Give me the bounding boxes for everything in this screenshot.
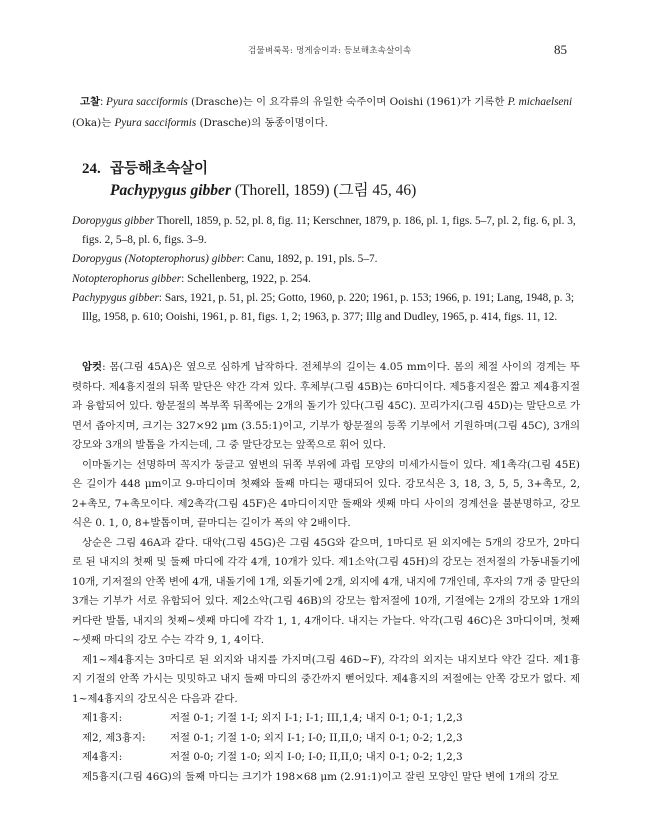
formula-label: 제1흉지: <box>82 712 123 724</box>
synonym-name: P. michaelseni <box>507 96 573 108</box>
synonymy-list <box>72 212 580 327</box>
description-paragraph: 제5흉지(그림 46G)의 둘째 마디는 크기가 198×68 μm (2.91:1)이고 잘린 모양인 말단 변에 1개의 강모 <box>82 770 559 783</box>
setation-formula-row <box>72 748 580 768</box>
description-paragraph: 암컷: 몸(그림 45A)은 옆으로 심하게 납작하다. 전체부의 길이는 4.05 mm이다. 몸의 체절 사이의 경계는 뚜렷하다. 제4흉지절의 뒤쪽 말단은 약간 각져 있다. 후체부(그림 45B)는 6마디이다. 제5흉지절은 짧고 제4흉지절과 융합되어 있다. 항문절의 복부쪽 뒤쪽에는 2개의 돌기가 있다(그림 45C). 꼬리가지(그림 45D)는 말단으로 가면서 좁아지며, 크기는 327×92 μm (3.55:1)이고, 기부가 항문절의 등쪽 기부에서 기원하며(그림 45C), 3개의 강모와 3개의 발톱을 가지는데, 그 중 말단강모는 앞쪽으로 휘어 있다. <box>72 361 580 451</box>
description-paragraph: 이마돌기는 선명하며 꼭지가 둥글고 옆변의 뒤쪽 부위에 과립 모양의 미세가시들이 있다. 제1촉각(그림 45E)은 길이가 448 μm이고 9-마디이며 첫째와 둘째 마디는 팽대되어 있다. 강모식은 3, 18, 3, 5, 5, 3+촉모, 2, 2+촉모, 7+촉모이다. 제2촉각(그림 45F)은 4마디이지만 둘째와 셋째 마디 사이의 경계선을 불분명하고, 강모식은 0. 1, 0, 8+발톱이며, 끝마디는 길이가 폭의 약 2배이다. <box>72 458 580 529</box>
species-authority: (Thorell, 1859) (그림 45, 46) <box>230 182 417 199</box>
species-heading <box>82 157 416 202</box>
remark-label: 고찰 <box>80 96 101 108</box>
formula-value: 저절 0-1; 기절 1-0; 외지 I-1; I-0; II,II,0; 내지 0-1; 0-2; 1,2,3 <box>170 731 463 744</box>
synonymy-entry: Pachypygus gibber: Sars, 1921, p. 51, pl. 25; Gotto, 1960, p. 220; 1961, p. 153; 1966, p. 191; Lang, 1948, p. 3; Illg, 1958, p. 610; Ooishi, 1961, p. 81, figs. 1, 2; 1963, p. 377; Illg and Dudley, 1965, p. 414, figs. 11, 12. <box>72 292 575 323</box>
species-scientific-line <box>82 180 416 202</box>
species-number: 24. <box>82 161 101 177</box>
description-paragraph: 상순은 그림 46A과 같다. 대악(그림 45G)은 그림 45G와 같으며, 1마디로 된 외지에는 5개의 강모가, 2마디로 된 내지의 첫째 및 둘째 마디에 각각 4개, 10개가 있다. 제1소악(그림 45H)의 강모는 전저절의 가동내돌기에 10개, 기저절의 안쪽 변에 4개, 내돌기에 1개, 외돌기에 2개, 외지에 4개, 내지에 7개인데, 후자의 7개 중 말단의 3개는 기부가 서로 유합되어 있다. 제2소악(그림 46B)의 강모는 합저절에 10개, 기절에는 2개의 강모와 1개의 커다란 발톱, 내지의 첫째~셋째 마디에 각각 1, 1, 4개이다. 내지는 가늘다. 악각(그림 46C)은 3마디이며, 첫째~셋째 마디의 강모 수는 각각 9, 1, 4이다. <box>72 536 580 646</box>
female-label: 암컷 <box>82 361 103 373</box>
description-paragraph: 제1~제4흉지는 3마디로 된 외지와 내지를 가지며(그림 46D~F), 각각의 외지는 내지보다 약간 길다. 제1흉지 기절의 안쪽 가시는 밋밋하고 내지 둘째 마디의 중간까지 뻗어있다. 제4흉지의 저절에는 안쪽 강모가 없다. 제1~제4흉지의 강모식은 다음과 같다. <box>72 653 580 705</box>
synonymy-entry: Doropygus (Notopterophorus) gibber: Canu, 1892, p. 191, pls. 5–7. <box>72 253 378 265</box>
host-name: Pyura sacciformis <box>105 96 188 108</box>
formula-value: 저절 0-0; 기절 1-0; 외지 I-0; I-0; II,II,0; 내지 0-1; 0-2; 1,2,3 <box>170 751 463 763</box>
host-name: Pyura sacciformis <box>114 116 197 129</box>
formula-value: 저절 0-1; 기절 1-I; 외지 I-1; I-1; III,1,4; 내지 0-1; 0-1; 1,2,3 <box>170 712 463 724</box>
remark-paragraph: 고찰: Pyura sacciformis (Drasche)는 이 요각류의 유일한 숙주이며 Ooishi (1961)가 기록한 P. michaelseni (Oka)는 Pyura sacciformis (Drasche)의 동종이명이다. <box>72 96 573 129</box>
running-title: 검물벼룩목: 멍게숨이과: 등보해초속살이속 <box>248 46 412 56</box>
species-korean-name: 곱등해초속살이 <box>110 161 209 177</box>
description-section <box>72 358 580 787</box>
page-number: 85 <box>554 42 567 57</box>
species-scientific-name: Pachypygus gibber <box>110 182 231 199</box>
setation-formula-row <box>72 729 580 749</box>
formula-label: 제2, 제3흉지: <box>82 731 146 744</box>
running-head <box>0 42 652 58</box>
synonymy-entry: Notopterophorus gibber: Schellenberg, 1922, p. 254. <box>72 272 311 285</box>
setation-formula-row <box>72 709 580 729</box>
formula-label: 제4흉지: <box>82 751 123 763</box>
synonymy-entry: Doropygus gibber Thorell, 1859, p. 52, pl. 8, fig. 11; Kerschner, 1879, p. 186, pl. 1, figs. 5–7, pl. 2, fig. 6, pl. 3, figs. 2, 5–8, pl. 6, figs. 3–9. <box>72 215 576 246</box>
